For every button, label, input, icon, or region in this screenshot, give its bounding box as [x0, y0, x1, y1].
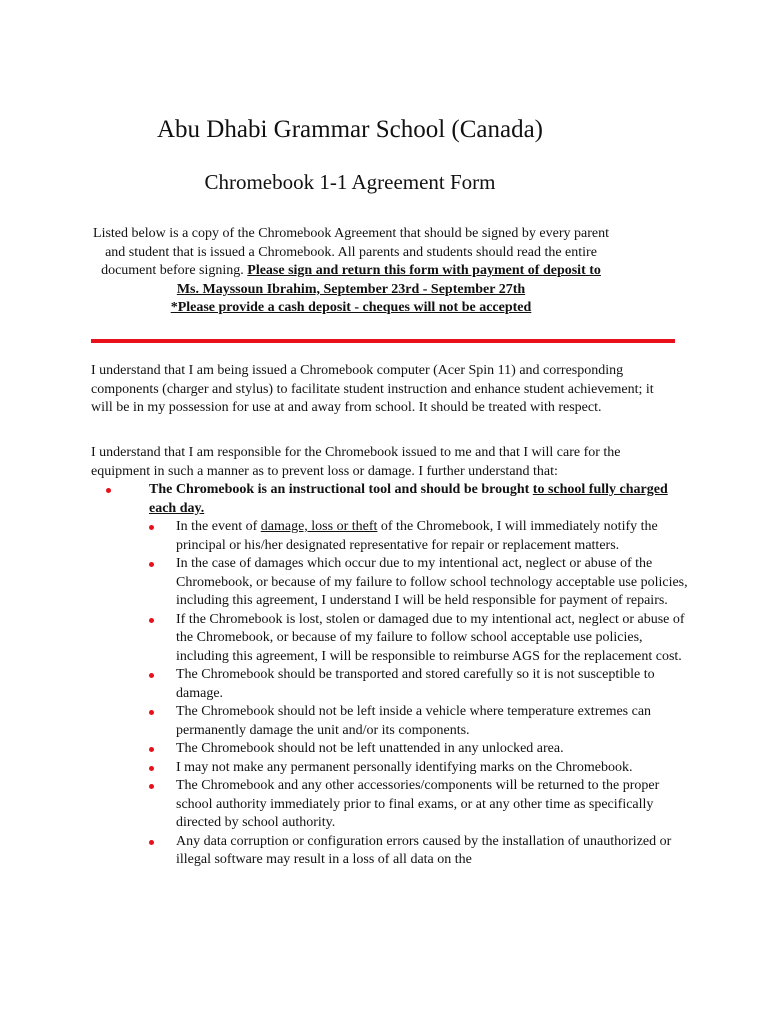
- sub-point-list: [149, 518, 691, 870]
- school-name: Abu Dhabi Grammar School (Canada): [157, 116, 543, 143]
- main-point-text: The Chromebook is an instructional tool and should be brought: [149, 482, 533, 497]
- sub-point-3: If the Chromebook is lost, stolen or damaged due to my intentional act, neglect or abuse of the Chromebook, or because of my failure to follow school acceptable use policies, including this agreement, I will be responsible to reimburse AGS for the replacement cost.: [176, 611, 685, 664]
- sub-point-1-pre: In the event of: [176, 519, 261, 534]
- bullet-icon: [149, 525, 154, 530]
- bullet-icon: [149, 840, 154, 845]
- list-item-main: [91, 481, 691, 870]
- sub-point-5: The Chromebook should not be left inside a vehicle where temperature extremes can permanently damage the unit and/or its components.: [176, 704, 652, 738]
- sub-point-1-post: of the Chromebook, I will immediately notify the principal or his/her designated representative for repair or replacement matters.: [176, 519, 658, 553]
- cash-deposit-note: *Please provide a cash deposit - cheques will not be accepted: [170, 300, 532, 315]
- main-point: [149, 482, 668, 516]
- list-item: [149, 703, 691, 740]
- bullet-icon: [149, 562, 154, 567]
- form-title: Chromebook 1-1 Agreement Form: [204, 170, 496, 194]
- sub-point-2: In the case of damages which occur due to my intentional act, neglect or abuse of the Chromebook, or because of my failure to follow school technology acceptable use policies, including this agreement, I understand I will be held responsible for payment of repairs.: [176, 556, 688, 608]
- agreement-paragraph-2: I understand that I am responsible for the Chromebook issued to me and that I will care for the equipment in such a manner as to prevent loss or damage. I further understand that:: [91, 445, 621, 479]
- list-item: [149, 833, 691, 870]
- list-item: [149, 666, 691, 703]
- return-instruction: Please sign and return this form with payment of deposit to Ms. Mayssoun Ibrahim, September 23rd - September 27th: [176, 263, 601, 297]
- main-point-underlined: to school fully charged each day.: [149, 482, 668, 516]
- bullet-icon: [106, 488, 111, 493]
- sub-point-8: The Chromebook and any other accessories/components will be returned to the proper school authority immediately prior to final exams, or at any other time as specifically directed by school authority.: [176, 778, 660, 830]
- list-item: [149, 518, 691, 555]
- bullet-icon: [149, 618, 154, 623]
- bullet-icon: [149, 747, 154, 752]
- list-item: [149, 759, 691, 778]
- sub-point-9: Any data corruption or configuration errors caused by the installation of unauthorized or illegal software may result in a loss of all data on the: [176, 833, 672, 867]
- intro-paragraph: [92, 225, 610, 318]
- list-item: [149, 740, 691, 759]
- sub-point-7: I may not make any permanent personally identifying marks on the Chromebook.: [176, 759, 633, 775]
- red-divider: [91, 339, 675, 343]
- bullet-icon: [149, 710, 154, 715]
- bullet-icon: [149, 784, 154, 789]
- list-item: [149, 611, 691, 667]
- agreement-paragraph-1: I understand that I am being issued a Chromebook computer (Acer Spin 11) and corresponding components (charger and stylus) to facilitate student instruction and enhance student achievement; it will be in my possession for use at and away from school. It should be treated with respect.: [91, 363, 654, 415]
- sub-point-6: The Chromebook should not be left unattended in any unlocked area.: [176, 741, 564, 756]
- intro-text: Listed below is a copy of the Chromebook Agreement that should be signed by every parent and student that is issued a Chromebook. All parents and students should read the entire document before signing.: [93, 226, 609, 278]
- list-item: [149, 777, 691, 833]
- list-item: [149, 555, 691, 611]
- sub-point-4: The Chromebook should be transported and stored carefully so it is not susceptible to damage.: [176, 667, 655, 701]
- bullet-icon: [149, 673, 154, 678]
- agreement-list: [91, 481, 691, 870]
- sub-point-1-underlined: damage, loss or theft: [260, 519, 378, 534]
- bullet-icon: [149, 766, 154, 771]
